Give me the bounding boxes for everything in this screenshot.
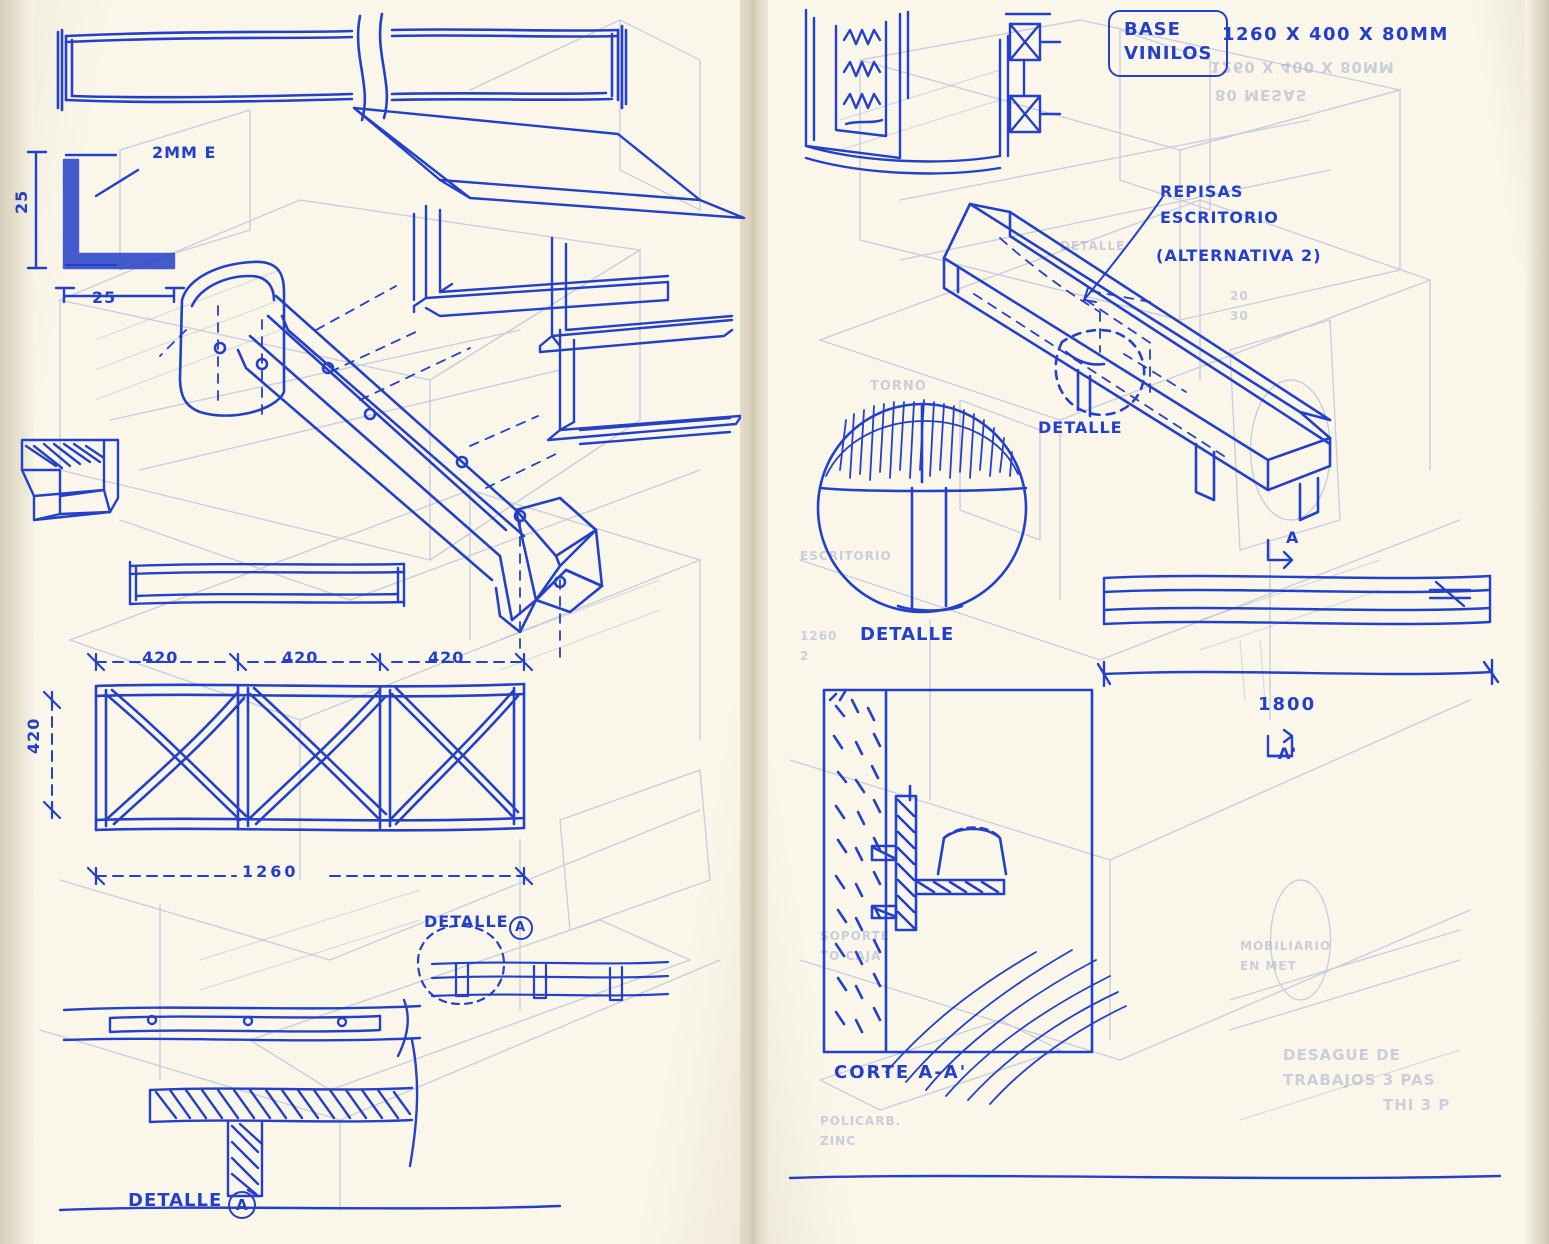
- label-truss-total: 1260: [242, 862, 299, 881]
- detail-title-a: [128, 1190, 256, 1219]
- note-repisas-line-2: ESCRITORIO: [1160, 208, 1279, 227]
- title-dimensions: 1260 X 400 X 80MM: [1222, 24, 1449, 45]
- svg-text:2: 2: [800, 649, 810, 663]
- svg-text:30: 30: [1230, 309, 1249, 323]
- label-truss-bay-1: 420: [142, 648, 179, 667]
- svg-text:ZINC: ZINC: [820, 1134, 857, 1148]
- label-detalle-iso: DETALLE: [1038, 418, 1123, 437]
- svg-text:THI 3 P: THI 3 P: [1383, 1096, 1451, 1114]
- label-dim-25-vertical: 25: [12, 189, 31, 214]
- svg-text:1260 X 400 X 80MM: 1260 X 400 X 80MM: [1210, 58, 1395, 76]
- section-mark-a: A: [1286, 528, 1300, 547]
- svg-text:EN MET: EN MET: [1240, 959, 1297, 973]
- svg-text:80 MESAS: 80 MESAS: [1215, 86, 1308, 104]
- title-line-1: BASE: [1124, 19, 1181, 40]
- label-length-1800: 1800: [1258, 694, 1317, 715]
- label-truss-bay-3: 420: [428, 648, 465, 667]
- label-truss-height: 420: [24, 717, 43, 754]
- detail-title-circle: A: [228, 1191, 256, 1219]
- label-detalle-round: DETALLE: [860, 624, 955, 645]
- note-repisas-line-1: REPISAS: [1160, 182, 1244, 201]
- svg-text:TORNO: TORNO: [870, 379, 927, 394]
- svg-text:TO CAJA: TO CAJA: [820, 949, 882, 963]
- svg-text:20: 20: [1230, 289, 1249, 303]
- svg-text:DETALLE: DETALLE: [1060, 239, 1126, 253]
- detail-callout-circle: A: [509, 916, 533, 940]
- svg-text:SOPORTE: SOPORTE: [820, 929, 890, 943]
- detail-title-text: DETALLE: [128, 1190, 223, 1211]
- svg-text:TRABAJOS 3 PAS: TRABAJOS 3 PAS: [1283, 1071, 1436, 1089]
- svg-text:POLICARB.: POLICARB.: [820, 1114, 902, 1128]
- label-dim-25-horizontal: 25: [92, 288, 117, 307]
- detail-callout-text: DETALLE: [424, 912, 509, 931]
- detail-callout-a: [424, 912, 533, 940]
- svg-text:1260: 1260: [800, 629, 838, 643]
- svg-text:DESAGUE DE: DESAGUE DE: [1283, 1046, 1401, 1064]
- note-repisas-line-3: (ALTERNATIVA 2): [1156, 246, 1322, 265]
- svg-text:ESCRITORIO: ESCRITORIO: [800, 549, 892, 563]
- title-line-2: VINILOS: [1124, 43, 1213, 65]
- section-mark-a-prime: A': [1278, 744, 1298, 763]
- label-truss-bay-2: 420: [282, 648, 319, 667]
- svg-text:MOBILIARIO: MOBILIARIO: [1240, 939, 1332, 953]
- title-block: [1108, 10, 1228, 77]
- label-corte-a-a: CORTE A-A': [834, 1062, 968, 1083]
- label-angle-thickness: 2MM E: [152, 143, 217, 162]
